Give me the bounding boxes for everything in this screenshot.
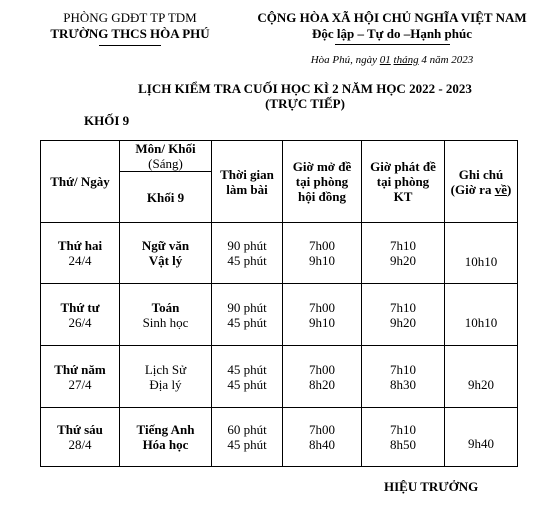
subject-1: Toán [151,299,180,315]
open-time-cell [283,346,362,408]
school-name: TRƯỜNG THCS HÒA PHÚ [50,26,210,41]
header-note [445,141,518,223]
motto: Độc lập – Tự do –Hạnh phúc [312,26,472,41]
day-cell [41,223,120,284]
header-note-prefix: (Giờ ra [450,181,495,197]
header-subject-label: Môn/ Khối [135,141,196,156]
subject-cell [120,284,212,346]
open-time-2: 8h40 [309,437,335,452]
date: 28/4 [68,437,92,452]
day-cell [41,408,120,467]
grade-label: KHỐI 9 [84,113,130,128]
dispatch-time-1: 7h10 [390,361,416,377]
dispatch-time-cell [362,223,445,284]
subject-1: Lịch Sử [144,361,187,377]
header-session: (Sáng) [148,156,183,171]
department-name: PHÒNG GDĐT TP TDM [63,10,197,25]
duration-cell [212,223,283,284]
duration-cell [212,284,283,346]
date-line [282,54,502,66]
note-cell: 10h10 [445,284,518,346]
open-time-cell [283,284,362,346]
header-open-time-text: Giờ mở đề tại phòng hội đồng [292,159,352,204]
dispatch-time-2: 8h50 [390,437,416,452]
header-note-suffix: ) [506,181,512,197]
duration-2: 45 phút [227,314,267,330]
header-grade: Khối 9 [120,172,212,223]
date-month-year: 4 năm 2023 [421,54,474,66]
subject-2: Địa lý [149,376,182,392]
table-row [41,223,518,284]
open-time-2: 8h20 [309,376,335,392]
duration-1: 90 phút [227,238,267,253]
motto-underline [335,44,450,45]
signature-title: HIỆU TRƯỞNG [384,479,479,494]
weekday: Thứ sáu [57,422,103,437]
date-prefix: Hòa Phú, ngày [310,54,378,66]
weekday: Thứ tư [60,299,100,315]
open-time-1: 7h00 [309,299,335,315]
exam-schedule-table [40,140,518,467]
subject-cell [120,408,212,467]
school-underline [99,45,161,46]
open-time-1: 7h00 [309,422,335,437]
open-time-1: 7h00 [309,361,335,377]
document-title [70,81,540,111]
header-day: Thứ/ Ngày [41,141,120,223]
header-open-time [283,141,362,223]
dispatch-time-2: 9h20 [390,314,416,330]
subject-2: Hóa học [142,437,189,452]
dispatch-time-2: 8h30 [390,376,416,392]
header-subject-group [120,141,212,172]
note-cell: 9h20 [445,346,518,408]
weekday: Thứ hai [57,238,103,253]
subject-cell [120,346,212,408]
duration-1: 60 phút [227,422,267,437]
subject-2: Vật lý [148,253,183,268]
weekday: Thứ năm [54,361,106,377]
date: 26/4 [68,314,92,330]
open-time-2: 9h10 [309,253,335,268]
title-line-1: LỊCH KIỂM TRA CUỐI HỌC KÌ 2 NĂM HỌC 2022 - 2023 [138,81,472,96]
header-note-detail [445,182,517,197]
header-duration [212,141,283,223]
duration-cell [212,408,283,467]
duration-2: 45 phút [227,253,267,268]
subject-1: Ngữ văn [141,238,190,253]
open-time-1: 7h00 [309,238,335,253]
dispatch-time-cell [362,408,445,467]
table-row [41,346,518,408]
day-cell [41,284,120,346]
open-time-cell [283,408,362,467]
header-note-label: Ghi chú [458,166,504,182]
date: 24/4 [68,253,92,268]
header-dispatch-time-text: Giờ phát đề tại phòng KT [370,159,436,204]
open-time-cell [283,223,362,284]
dispatch-time-2: 9h20 [390,253,416,268]
dispatch-time-cell [362,284,445,346]
header-note-underlined: về [494,181,507,197]
duration-1: 90 phút [227,299,267,315]
nation-name: CỘNG HÒA XÃ HỘI CHỦ NGHĨA VIỆT NAM [257,10,527,25]
subject-cell [120,223,212,284]
organization-block [40,10,220,46]
dispatch-time-1: 7h10 [390,238,416,253]
dispatch-time-1: 7h10 [390,422,416,437]
duration-2: 45 phút [227,437,267,452]
table-row [41,284,518,346]
subject-1: Tiếng Anh [136,422,195,437]
table-row [41,408,518,467]
dispatch-time-1: 7h10 [390,299,416,315]
subject-2: Sinh học [142,314,189,330]
duration-1: 45 phút [227,361,267,377]
title-line-2: (TRỰC TIẾP) [265,96,345,111]
day-cell [41,346,120,408]
open-time-2: 9h10 [309,314,335,330]
date: 27/4 [68,376,92,392]
header-row [41,141,518,172]
duration-cell [212,346,283,408]
duration-2: 45 phút [227,376,267,392]
header-duration-text: Thời gian làm bài [220,166,274,197]
national-header [242,10,542,45]
header-dispatch-time [362,141,445,223]
dispatch-time-cell [362,346,445,408]
note-cell: 10h10 [445,223,518,284]
date-month-word: tháng [393,54,419,66]
date-day: 01 [379,54,391,66]
note-cell: 9h40 [445,408,518,467]
